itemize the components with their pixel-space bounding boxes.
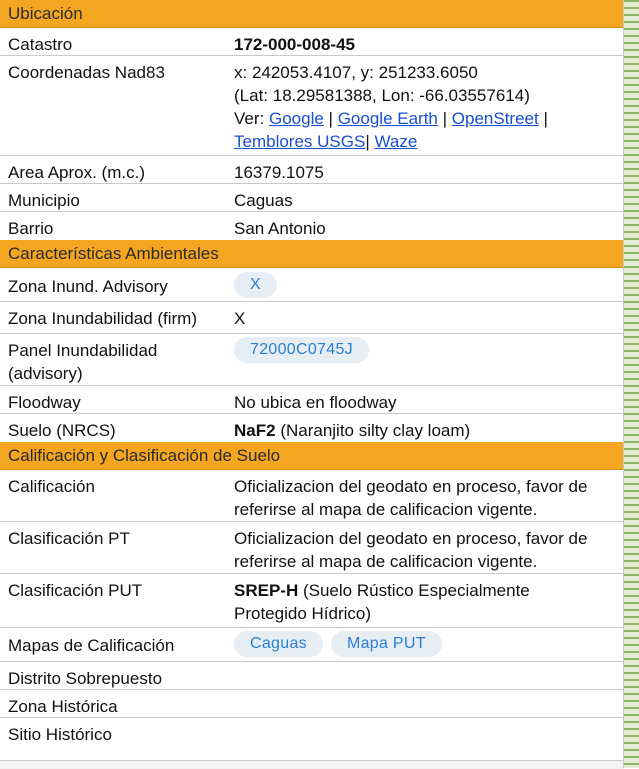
municipio-value: Caguas bbox=[234, 191, 293, 210]
coordenadas-value bbox=[234, 61, 618, 153]
clasificacion-put-label: Clasificación PUT bbox=[8, 581, 143, 600]
row-zona-inund-advisory bbox=[0, 268, 624, 302]
google-link[interactable]: Google bbox=[268, 109, 324, 128]
zona-historica-label: Zona Histórica bbox=[8, 697, 118, 716]
coordenadas-xy: x: 242053.4107, y: 251233.6050 bbox=[234, 63, 478, 82]
panel-label-line2: (advisory) bbox=[8, 364, 83, 383]
row-zona-inundabilidad bbox=[0, 302, 624, 334]
suelo-code: NaF2 bbox=[234, 421, 276, 440]
clasificacion-put-desc2: Protegido Hídrico) bbox=[234, 604, 372, 623]
row-calificacion bbox=[0, 470, 624, 522]
separator: | bbox=[328, 109, 333, 128]
ver-prefix: Ver: bbox=[234, 109, 265, 128]
barrio-label: Barrio bbox=[8, 219, 54, 238]
catastro-label: Catastro bbox=[8, 35, 73, 54]
suelo-label: Suelo (NRCS) bbox=[8, 421, 116, 440]
clasificacion-put-code: SREP-H bbox=[234, 581, 299, 600]
row-barrio bbox=[0, 212, 624, 240]
floodway-value: No ubica en floodway bbox=[234, 393, 397, 412]
row-clasificacion-pt bbox=[0, 522, 624, 574]
sitio-historico-label: Sitio Histórico bbox=[8, 725, 112, 744]
clasificacion-put-line1 bbox=[234, 579, 618, 602]
row-clasificacion-put bbox=[0, 574, 624, 628]
catastro-value: 172-000-008-45 bbox=[234, 35, 355, 54]
row-sitio-historico bbox=[0, 718, 624, 748]
area-label: Area Aprox. (m.c.) bbox=[8, 163, 145, 182]
map-links-line-2 bbox=[234, 130, 618, 153]
calificacion-label: Calificación bbox=[8, 477, 95, 496]
floodway-label: Floodway bbox=[8, 393, 81, 412]
row-panel-inundabilidad bbox=[0, 334, 624, 386]
zona-advisory-button[interactable]: X bbox=[234, 272, 277, 298]
section-title: Calificación y Clasificación de Suelo bbox=[8, 446, 281, 465]
area-value: 16379.1075 bbox=[234, 163, 324, 182]
panel-button[interactable]: 72000C0745J bbox=[234, 337, 369, 363]
row-municipio bbox=[0, 184, 624, 212]
municipio-label: Municipio bbox=[8, 191, 80, 210]
barrio-value: San Antonio bbox=[234, 219, 326, 238]
row-floodway bbox=[0, 386, 624, 414]
panel-value bbox=[234, 337, 618, 363]
section-title: Ubicación bbox=[8, 4, 83, 23]
row-suelo bbox=[0, 414, 624, 442]
separator: | bbox=[442, 109, 448, 128]
clasificacion-pt-line1: Oficializacion del geodato en proceso, favor de bbox=[234, 529, 588, 548]
zona-inund-advisory-value bbox=[234, 272, 618, 298]
mapas-buttons bbox=[234, 631, 618, 657]
row-zona-historica bbox=[0, 690, 624, 718]
row-area bbox=[0, 156, 624, 184]
zona-inund-advisory-label: Zona Inund. Advisory bbox=[8, 277, 168, 296]
section-header-calificacion bbox=[0, 442, 624, 470]
openstreet-link[interactable]: OpenStreet bbox=[451, 109, 539, 128]
caguas-map-button[interactable]: Caguas bbox=[234, 631, 323, 657]
zona-inundabilidad-value: X bbox=[234, 309, 246, 328]
mapa-put-button[interactable]: Mapa PUT bbox=[331, 631, 442, 657]
row-catastro bbox=[0, 28, 624, 56]
section-title: Características Ambientales bbox=[8, 244, 219, 263]
panel-label bbox=[8, 339, 157, 385]
calificacion-line2: referirse al mapa de calificacion vigente. bbox=[234, 500, 538, 519]
row-coordenadas bbox=[0, 56, 624, 156]
suelo-desc: (Naranjito silty clay loam) bbox=[280, 421, 471, 440]
temblores-usgs-link[interactable]: Temblores USGS bbox=[234, 132, 366, 151]
coordenadas-label: Coordenadas Nad83 bbox=[8, 63, 165, 82]
coordenadas-latlon: (Lat: 18.29581388, Lon: -66.03557614) bbox=[234, 86, 530, 105]
clasificacion-put-desc1: (Suelo Rústico Especialmente bbox=[302, 581, 530, 600]
section-header-ubicacion bbox=[0, 0, 624, 28]
map-links-line bbox=[234, 107, 618, 130]
distrito-label: Distrito Sobrepuesto bbox=[8, 669, 163, 688]
calificacion-line1: Oficializacion del geodato en proceso, favor de bbox=[234, 477, 588, 496]
suelo-value bbox=[234, 419, 618, 442]
clasificacion-pt-value bbox=[234, 527, 618, 573]
section-header-ambientales bbox=[0, 240, 624, 268]
panel-label-line1: Panel Inundabilidad bbox=[8, 341, 158, 360]
clasificacion-put-value bbox=[234, 579, 618, 625]
background-map-edge bbox=[624, 0, 639, 768]
waze-link[interactable]: Waze bbox=[374, 132, 418, 151]
mapas-label: Mapas de Calificación bbox=[8, 636, 175, 655]
row-mapas bbox=[0, 628, 624, 662]
separator: | bbox=[365, 132, 370, 151]
row-distrito-sobrepuesto bbox=[0, 662, 624, 690]
separator: | bbox=[543, 109, 548, 128]
calificacion-value bbox=[234, 475, 618, 521]
clasificacion-pt-line2: referirse al mapa de calificacion vigente. bbox=[234, 552, 538, 571]
zona-inundabilidad-label: Zona Inundabilidad (firm) bbox=[8, 309, 197, 328]
google-earth-link[interactable]: Google Earth bbox=[337, 109, 438, 128]
clasificacion-pt-label: Clasificación PT bbox=[8, 529, 130, 548]
